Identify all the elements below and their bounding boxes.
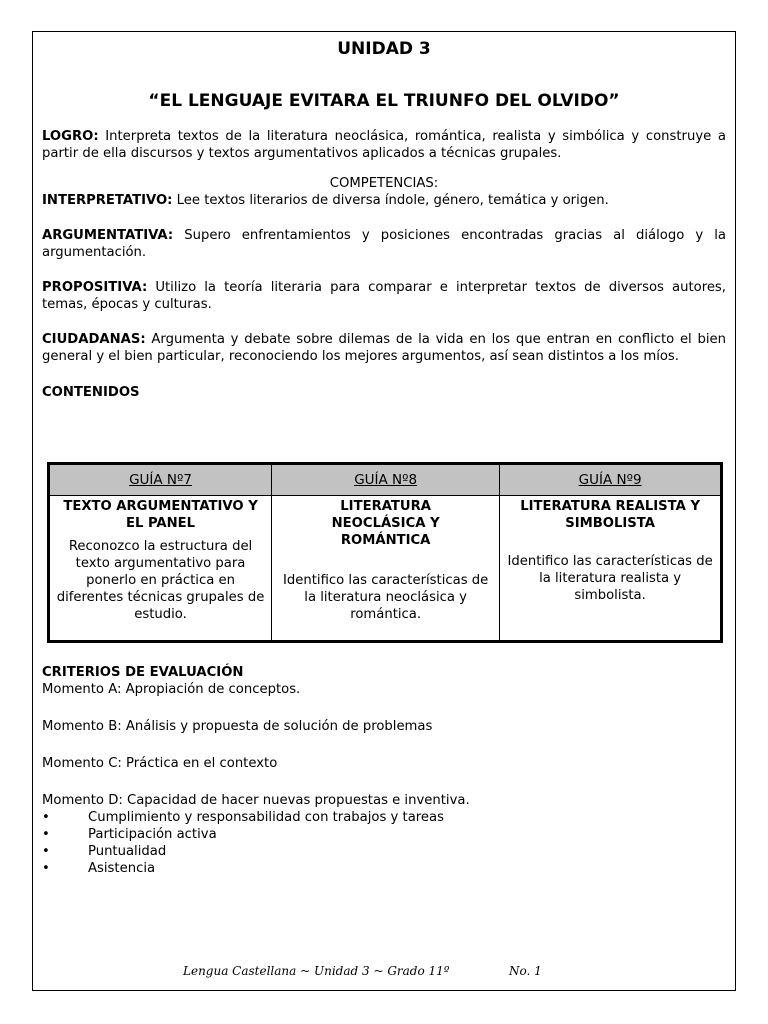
momento-item: Momento B: Análisis y propuesta de solución de problemas: [42, 719, 433, 734]
unit-title: UNIDAD 3: [337, 39, 431, 59]
competencia-interpretativo: [42, 192, 726, 209]
main-title: “EL LENGUAJE EVITARA EL TRIUNFO DEL OLVIDO”: [148, 91, 620, 111]
competencia-text: Argumenta y debate sobre dilemas de la vida en los que entran en conflicto el bien general y el bien particular, reconociendo los mejores argumentos, así sean distintos a los míos.: [42, 332, 726, 364]
momento-item: Momento A: Apropiación de conceptos.: [42, 682, 301, 697]
competencia-label: PROPOSITIVA:: [42, 280, 148, 295]
momento-item: Momento C: Práctica en el contexto: [42, 756, 278, 771]
page-frame: [32, 31, 736, 991]
guia-header: GUÍA Nº9: [500, 464, 722, 496]
guia-description: Identifico las características de la literatura realista y simbolista.: [507, 554, 713, 603]
bullet-icon: •: [42, 810, 50, 825]
guia-cell: [500, 496, 722, 642]
competencia-label: INTERPRETATIVO:: [42, 193, 173, 208]
competencia-propositiva: [42, 279, 726, 313]
guia-cell: [49, 496, 272, 642]
competencia-label: CIUDADANAS:: [42, 332, 146, 347]
guia-cell: [272, 496, 500, 642]
competencia-argumentativa: [42, 227, 726, 261]
guia-description: Identifico las características de la literatura neoclásica y romántica.: [283, 573, 489, 622]
logro-label: LOGRO:: [42, 129, 99, 144]
criterios-section: [42, 664, 726, 877]
contenidos-table: [47, 462, 723, 643]
criterios-heading: CRITERIOS DE EVALUACIÓN: [42, 665, 244, 680]
bullet-icon: •: [42, 827, 50, 842]
list-item: • Puntualidad: [42, 844, 167, 859]
logro-paragraph: [42, 128, 726, 162]
footer-page-number: No. 1: [509, 964, 542, 978]
competencia-text: Utilizo la teoría literaria para comparar e interpretar textos de diversos autores, temas, épocas y culturas.: [42, 280, 726, 312]
competencia-ciudadanas: [42, 331, 726, 365]
guia-title: TEXTO ARGUMENTATIVO Y EL PANEL: [63, 499, 258, 531]
footer-course: Lengua Castellana ~ Unidad 3 ~ Grado 11º: [183, 964, 450, 978]
list-item: • Participación activa: [42, 827, 217, 842]
competencia-text: Supero enfrentamientos y posiciones encontradas gracias al diálogo y la argumentación.: [42, 228, 726, 260]
document-body: [42, 38, 726, 401]
competencia-label: ARGUMENTATIVA:: [42, 228, 174, 243]
logro-text: Interpreta textos de la literatura neoclásica, romántica, realista y simbólica y construye a partir de ella discursos y textos argumentativos aplicados a técnicas grupales.: [42, 129, 726, 161]
table-row: [49, 496, 722, 642]
criterios-bullet-list: [42, 809, 726, 877]
list-item: • Asistencia: [42, 861, 156, 876]
guia-header: GUÍA Nº8: [272, 464, 500, 496]
bullet-icon: •: [42, 861, 50, 876]
guia-title: LITERATURA NEOCLÁSICA Y ROMÁNTICA: [331, 499, 440, 548]
guia-header: GUÍA Nº7: [49, 464, 272, 496]
bullet-icon: •: [42, 844, 50, 859]
competencias-heading: COMPETENCIAS:: [329, 176, 439, 191]
guia-description: Reconozco la estructura del texto argumentativo para ponerlo en práctica en diferentes técnicas grupales de estudio.: [56, 539, 265, 622]
competencia-text: Lee textos literarios de diversa índole, género, temática y origen.: [176, 193, 609, 208]
list-item: • Cumplimiento y responsabilidad con trabajos y tareas: [42, 810, 444, 825]
guia-title: LITERATURA REALISTA Y SIMBOLISTA: [520, 499, 700, 531]
table-header-row: [49, 464, 722, 496]
contenidos-heading: CONTENIDOS: [42, 385, 140, 400]
momento-item: Momento D: Capacidad de hacer nuevas propuestas e inventiva.: [42, 793, 470, 808]
